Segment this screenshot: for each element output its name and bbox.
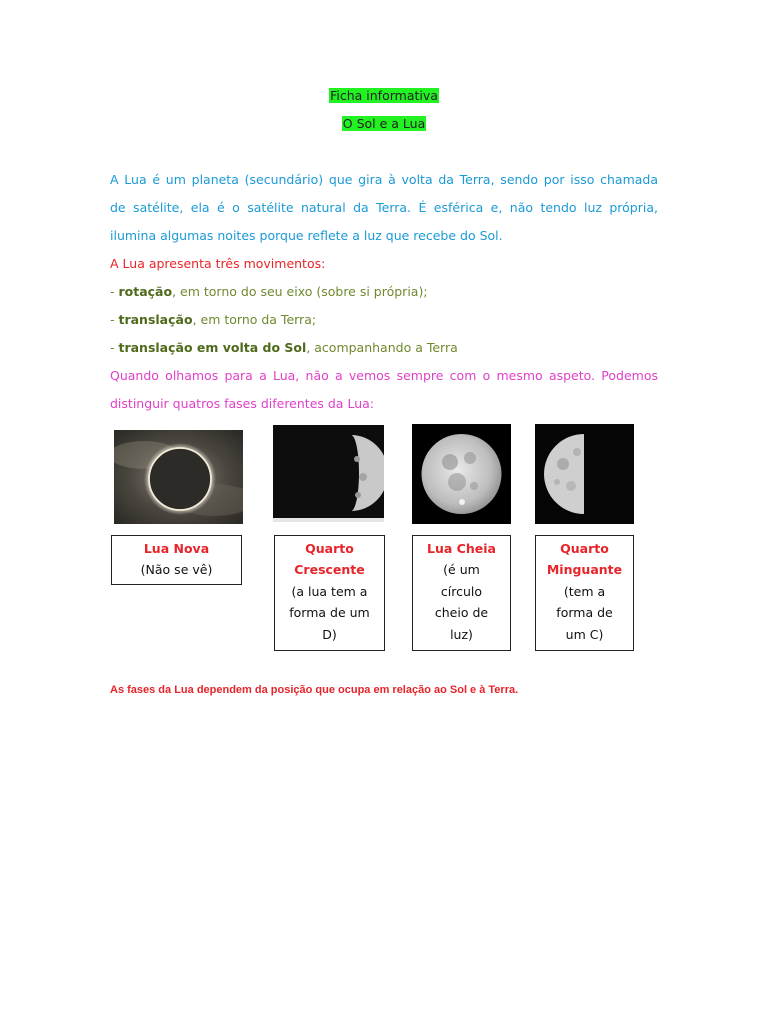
phase-desc: (Não se vê) (140, 562, 213, 578)
intro-line-1: A Lua é um planeta (secundário) que gira à volta da Terra, sendo por isso chamada (110, 172, 658, 187)
intro-line-2: de satélite, ela é o satélite natural da Terra. É esférica e, não tendo luz própria, (110, 200, 658, 215)
phase-box-last-quarter (535, 535, 634, 651)
last-quarter-image (535, 424, 634, 524)
phase-desc-line: luz) (450, 626, 473, 642)
intro-line-3: ilumina algumas noites porque reflete a luz que recebe do Sol. (110, 228, 503, 243)
phase-desc-line: (é um (443, 562, 480, 578)
phase-box-first-quarter (274, 535, 385, 651)
phase-desc-line: um C) (565, 626, 604, 642)
movement-item-translation: - translação, em torno da Terra; (110, 312, 317, 327)
worksheet-subtitle: O Sol e a Lua (342, 116, 426, 131)
phase-desc-line: círculo (440, 583, 483, 599)
phase-desc-line: forma de um (289, 605, 370, 621)
phase-desc-line: cheio de (434, 605, 489, 621)
movements-heading: A Lua apresenta três movimentos: (110, 256, 326, 271)
phase-name: Quarto Crescente (294, 541, 365, 578)
phase-desc-line: D) (322, 626, 337, 642)
phase-desc-line: forma de (556, 605, 613, 621)
new-moon-image (114, 430, 243, 524)
phases-intro-line-2: distinguir quatros fases diferentes da Lua: (110, 396, 374, 411)
last-quarter-moon-icon (535, 424, 634, 524)
movement-item-rotation: - rotação, em torno do seu eixo (sobre si própria); (110, 284, 428, 299)
first-quarter-image (273, 425, 384, 522)
phase-name: Quarto Minguante (546, 541, 623, 578)
phase-box-full-moon (412, 535, 511, 651)
full-moon-image (412, 424, 511, 524)
phase-name: Lua Cheia (427, 541, 496, 556)
phase-name: Lua Nova (143, 541, 210, 556)
worksheet-title: Ficha informativa (330, 88, 438, 103)
full-moon-icon (412, 424, 511, 524)
phase-desc-line: (tem a (563, 583, 606, 599)
phase-desc-line: (a lua tem a (291, 583, 368, 599)
phase-box-new-moon (111, 535, 242, 585)
phases-intro-line-1: Quando olhamos para a Lua, não a vemos sempre com o mesmo aspeto. Podemos (110, 368, 658, 383)
movement-item-translation-sun: - translação em volta do Sol, acompanhando a Terra (110, 340, 458, 355)
phases-note: As fases da Lua dependem da posição que ocupa em relação ao Sol e à Terra. (110, 684, 519, 696)
first-quarter-moon-icon (273, 425, 384, 522)
new-moon-icon (114, 430, 243, 524)
